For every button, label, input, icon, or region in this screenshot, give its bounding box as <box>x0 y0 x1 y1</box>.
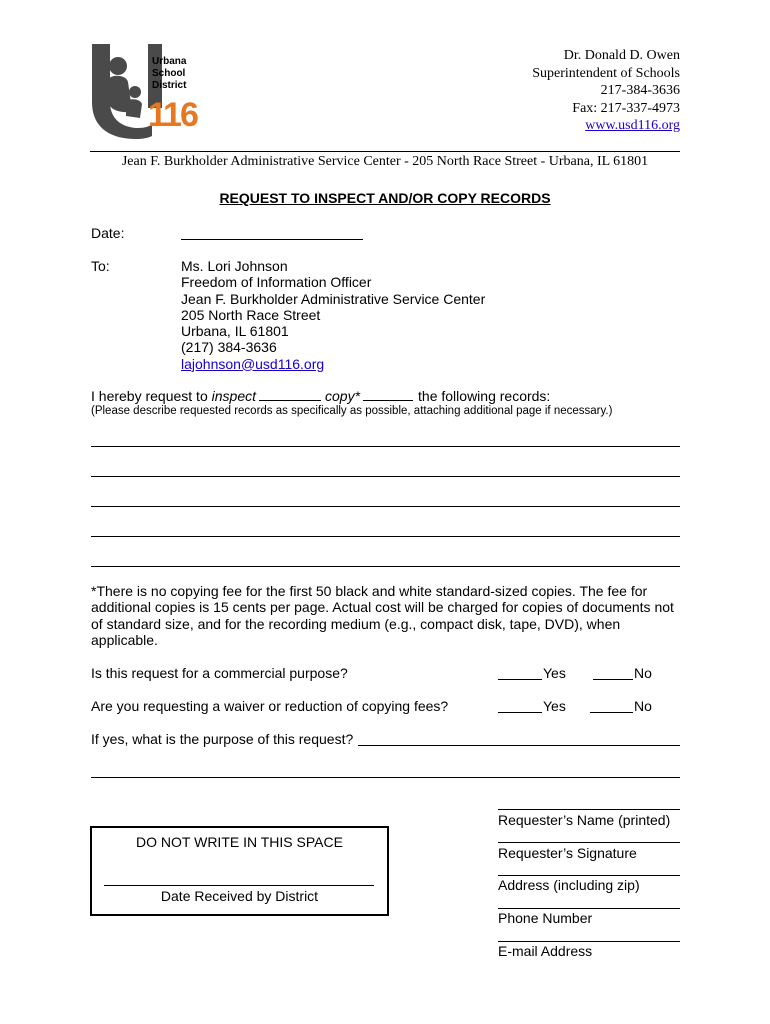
commercial-no-blank[interactable] <box>593 679 633 680</box>
request-prefix: I hereby request to <box>91 388 212 404</box>
description-line[interactable] <box>91 476 680 477</box>
requester-signature-label: Requester’s Signature <box>498 845 637 861</box>
requester-address-line[interactable] <box>498 875 680 876</box>
waiver-yes-blank[interactable] <box>498 712 542 713</box>
logo-line-district: District <box>152 80 187 91</box>
to-label: To: <box>91 258 110 274</box>
address-line: Jean F. Burkholder Administrative Service Center - 205 North Race Street - Urbana, IL 61801 <box>121 154 649 169</box>
date-input-line[interactable] <box>181 239 363 240</box>
waiver-yes-label: Yes <box>543 698 566 714</box>
fee-note-line: *There is no copying fee for the first 50 black and white standard-sized copies. The fee for <box>91 583 648 599</box>
date-received-line <box>104 885 374 886</box>
request-note: (Please describe requested records as specifically as possible, attaching additional page if necessary.) <box>91 405 613 417</box>
inspect-blank[interactable] <box>259 388 321 401</box>
recipient-name: Ms. Lori Johnson <box>181 258 288 274</box>
recipient-email-link[interactable]: lajohnson@usd116.org <box>181 355 325 372</box>
header-divider <box>90 151 680 152</box>
requester-address-label: Address (including zip) <box>498 877 640 893</box>
commercial-yes-blank[interactable] <box>498 679 542 680</box>
office-use-title: DO NOT WRITE IN THIS SPACE <box>136 834 343 850</box>
waiver-no-label: No <box>634 698 652 714</box>
commercial-question: Is this request for a commercial purpose? <box>91 665 348 681</box>
purpose-input-line[interactable] <box>358 745 680 746</box>
commercial-no-label: No <box>634 665 652 681</box>
office-use-box <box>90 826 389 916</box>
date-received-label: Date Received by District <box>160 888 319 904</box>
fee-note <box>91 583 674 648</box>
superintendent-name: Dr. Donald D. Owen <box>563 48 680 63</box>
recipient-city: Urbana, IL 61801 <box>181 323 289 340</box>
copy-option: copy* <box>325 388 361 404</box>
description-line[interactable] <box>91 536 680 537</box>
description-line[interactable] <box>91 506 680 507</box>
date-label: Date: <box>91 225 125 241</box>
request-suffix: the following records: <box>418 388 551 404</box>
logo-number: 116 <box>148 96 197 134</box>
inspect-option: inspect <box>211 388 256 404</box>
requester-email-label: E-mail Address <box>498 943 593 959</box>
requester-name-line[interactable] <box>498 809 680 810</box>
logo-line-urbana: Urbana <box>152 56 187 67</box>
district-logo <box>88 40 208 140</box>
requester-phone-label: Phone Number <box>498 910 593 926</box>
fee-note-line: of standard size, and for the recording medium (e.g., compact disk, tape, DVD), when <box>91 615 621 632</box>
commercial-yes-label: Yes <box>543 665 566 681</box>
recipient-phone: (217) 384-3636 <box>181 339 277 356</box>
fee-note-line: additional copies is 15 cents per page. Actual cost will be charged for copies of documents not <box>91 599 674 616</box>
district-website-link[interactable]: www.usd116.org <box>585 118 680 133</box>
requester-email-line[interactable] <box>498 941 680 942</box>
request-line <box>91 388 550 404</box>
waiver-question: Are you requesting a waiver or reduction of copying fees? <box>91 698 449 714</box>
fee-note-line: applicable. <box>91 631 158 648</box>
district-fax: Fax: 217-337-4973 <box>572 100 680 116</box>
purpose-question: If yes, what is the purpose of this request? <box>91 731 354 747</box>
requester-phone-line[interactable] <box>498 908 680 909</box>
requester-signature-line[interactable] <box>498 842 680 843</box>
description-line[interactable] <box>91 566 680 567</box>
logo-text <box>152 56 186 92</box>
header-contact <box>532 47 680 135</box>
logo-line-school: School <box>152 68 186 79</box>
form-title: REQUEST TO INSPECT AND/OR COPY RECORDS <box>219 190 551 206</box>
description-line[interactable] <box>91 446 680 447</box>
waiver-no-blank[interactable] <box>590 712 633 713</box>
recipient-center: Jean F. Burkholder Administrative Service Center <box>181 290 486 307</box>
recipient-street: 205 North Race Street <box>181 306 321 323</box>
superintendent-title: Superintendent of Schools <box>532 65 680 81</box>
recipient-block <box>181 258 485 372</box>
requester-name-label: Requester’s Name (printed) <box>498 812 671 828</box>
recipient-title: Freedom of Information Officer <box>181 274 372 291</box>
district-phone: 217-384-3636 <box>600 83 680 98</box>
purpose-input-line-2[interactable] <box>91 777 680 778</box>
copy-blank[interactable] <box>363 388 413 401</box>
